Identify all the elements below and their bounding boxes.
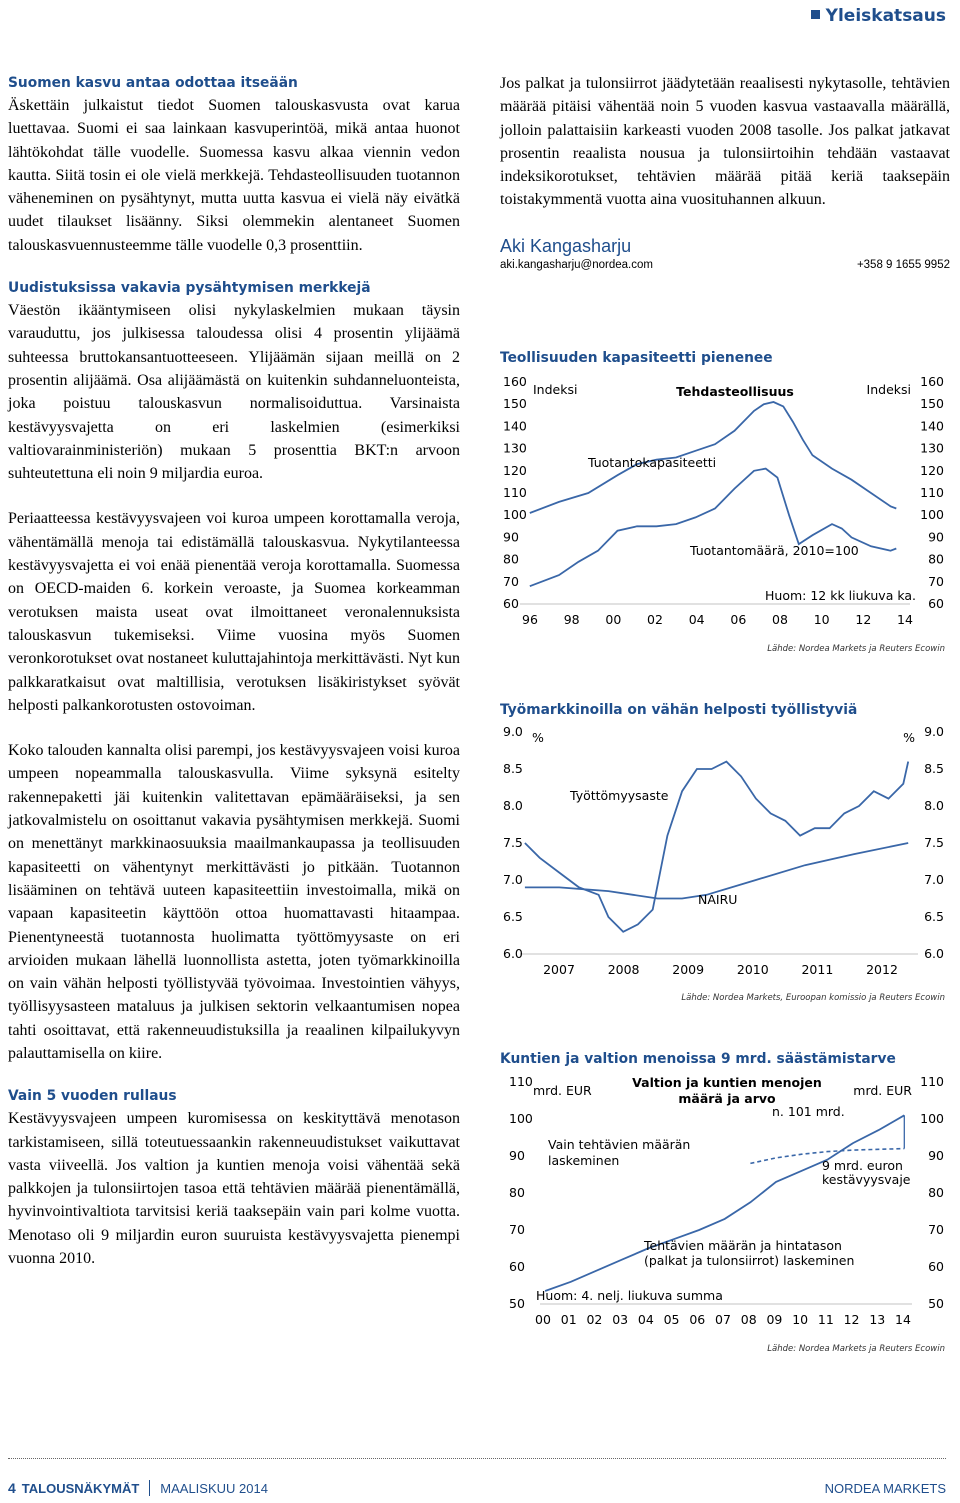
x-tick-label: 07 <box>715 1312 731 1327</box>
section-heading-3: Vain 5 vuoden rullaus <box>8 1088 177 1105</box>
x-tick-label: 98 <box>563 612 580 627</box>
y-tick-label-right: 130 <box>920 440 944 456</box>
paragraph: Äskettäin julkaistut tiedot Suomen talouskasvusta ovat karua luettavaa. Suomi ei saa lainkaan kasvuperintöä, mikä antaa huonot lähtökohdat tälle vuodelle. Suomessa kasvu alkaa viennin vedon kautta. Siitä tosin ei ole vielä merkkejä. Tehdasteollisuuden tuotannon väheneminen on pysähtynyt, mutta uutta kasvua ei vielä näy eivätkä uudet tilaukset lisäänny. Siksi olemmekin alentaneet Suomen talouskasvuennusteemme tälle vuodelle 0,3 prosenttiin. <box>8 97 460 254</box>
y-tick-label-right: 110 <box>920 485 944 500</box>
y-tick-label-left: 160 <box>503 374 527 389</box>
left-column <box>8 72 460 1270</box>
author-phone: +358 9 1655 9952 <box>856 258 950 271</box>
annotation: n. 101 mrd. <box>772 1104 845 1119</box>
x-tick-label: 2008 <box>607 962 640 977</box>
paragraph: Jos palkat ja tulonsiirrot jäädytetään reaalisesti nykytasolle, tehtävien määrää pitäisi vähentää noin 5 vuoden kasvua vastaavalla määrällä, jolloin palattaisiin karkeasti vuoden 2008 tasolle. Jos palkat jatkavat prosentin reaalista nousua ja tulonsiirtoihin tehdään vastaavat indeksikorotukset, tehtävien määrää pitää keriä taaksepäin toistakymmentä vuotta aina vuosituhannen alkuun. <box>500 75 950 209</box>
section-tag-label: Yleiskatsaus <box>825 6 946 26</box>
x-tick-label: 02 <box>586 1312 603 1327</box>
page-number: 4 <box>8 1480 16 1496</box>
annotation: Vain tehtävien määrän <box>548 1137 691 1152</box>
y-tick-label-right: 100 <box>920 1111 944 1126</box>
y-tick-label-right: 6.5 <box>924 909 944 924</box>
x-tick-label: 00 <box>535 1312 551 1327</box>
annotation: Tehtävien määrän ja hintatason <box>644 1238 842 1253</box>
y-tick-label-left: 140 <box>503 418 527 434</box>
y-tick-label-left: 80 <box>509 1185 525 1200</box>
y-tick-label-left: 70 <box>503 573 519 589</box>
x-tick-label: 02 <box>647 612 663 627</box>
right-column <box>500 72 950 271</box>
y-axis-label-right: mrd. EUR <box>853 1083 912 1098</box>
footer-left <box>8 1480 268 1496</box>
x-tick-label: 09 <box>766 1312 783 1327</box>
y-tick-label-right: 7.5 <box>924 835 944 850</box>
y-tick-label-left: 60 <box>509 1259 525 1274</box>
x-tick-label: 2012 <box>866 962 898 977</box>
x-tick-label: 00 <box>605 612 622 627</box>
y-tick-label-left: 90 <box>509 1148 525 1163</box>
annotation: Huom: 12 kk liukuva ka. <box>765 588 916 603</box>
x-tick-label: 03 <box>612 1312 629 1327</box>
square-bullet-icon <box>811 10 820 19</box>
author-email[interactable]: aki.kangasharju@nordea.com <box>500 258 653 271</box>
author-contact <box>500 259 950 271</box>
footer-divider <box>8 1458 946 1459</box>
y-tick-label-left: 6.5 <box>503 909 523 924</box>
x-tick-label: 13 <box>869 1312 886 1327</box>
y-axis-label-left: % <box>532 730 544 745</box>
y-tick-label-right: 80 <box>928 1185 944 1200</box>
x-tick-label: 10 <box>792 1312 809 1327</box>
section-tag <box>811 6 946 26</box>
y-tick-label-left: 150 <box>503 396 527 412</box>
x-tick-label: 2011 <box>801 962 834 977</box>
y-tick-label-left: 9.0 <box>503 724 523 739</box>
y-tick-label-right: 60 <box>928 1259 944 1274</box>
x-tick-label: 14 <box>897 612 913 627</box>
y-tick-label-right: 100 <box>920 507 944 523</box>
y-tick-label-right: 160 <box>920 374 944 389</box>
y-tick-label-right: 70 <box>928 1222 944 1237</box>
annotation: Työttömyysaste <box>570 788 669 803</box>
x-tick-label: 10 <box>813 612 830 627</box>
paragraph: Periaatteessa kestävyysvajeen voi kuroa umpeen korottamalla veroja, vähentämällä menoja tai edistämällä talouskasvua. Nykytilanteessa kestävyysvajetta ei voi enää pienentää veroja korottamalla. Suomessa on OECD-maiden 6. korkein veroaste, ja Suomea korkeamman verotuksen maista useat ovat ilmoittaneet veronalennuksista talouskasvun tukemiseksi. Viime vuosina myös Suomen veronkorotukset ovat nostaneet kuluttajahintoja merkittävästi. Nyt kun palkkaratkaisut ovat maltillisia, verotuksen lisäkiristykset syövät helposti palkankorotusten ostovoiman. <box>8 510 460 714</box>
y-axis-label-right: Indeksi <box>866 382 911 397</box>
y-tick-label-right: 7.0 <box>924 872 944 887</box>
chart-subtitle: Tehdasteollisuus <box>676 384 794 399</box>
y-tick-label-right: 80 <box>928 551 944 567</box>
y-tick-label-right: 120 <box>920 462 944 478</box>
source-note: Lähde: Nordea Markets ja Reuters Ecowin <box>767 1344 945 1354</box>
y-tick-label-left: 70 <box>509 1222 525 1237</box>
source-note: Lähde: Nordea Markets ja Reuters Ecowin <box>767 644 945 654</box>
annotation: NAIRU <box>698 892 738 907</box>
author-name: Aki Kangasharju <box>500 235 632 256</box>
y-tick-label-right: 110 <box>920 1074 944 1089</box>
source-note: Lähde: Nordea Markets, Euroopan komissio ja Reuters Ecowin <box>681 993 945 1003</box>
chart-subtitle-line-2: määrä ja arvo <box>678 1091 776 1106</box>
y-tick-label-right: 9.0 <box>924 724 944 739</box>
section-heading-1: Suomen kasvu antaa odottaa itseään <box>8 75 298 91</box>
annotation: Huom: 4. nelj. liukuva summa <box>536 1288 723 1303</box>
x-tick-label: 04 <box>637 1312 654 1327</box>
y-tick-label-left: 80 <box>503 551 519 567</box>
y-tick-label-right: 140 <box>920 418 944 434</box>
x-tick-label: 06 <box>730 612 747 627</box>
x-tick-label: 08 <box>772 612 788 627</box>
chart-subtitle: Valtion ja kuntien menojen <box>632 1075 822 1090</box>
x-tick-label: 05 <box>663 1312 680 1327</box>
footer-separator <box>149 1480 150 1496</box>
chart-unemployment <box>500 722 950 1004</box>
publisher: NORDEA MARKETS <box>824 1480 946 1496</box>
y-tick-label-right: 90 <box>928 1148 944 1163</box>
y-tick-label-left: 6.0 <box>503 946 523 961</box>
y-tick-label-right: 8.0 <box>924 798 944 813</box>
annotation: Tuotantomäärä, 2010=100 <box>690 543 859 558</box>
y-tick-label-left: 7.5 <box>503 835 523 850</box>
y-tick-label-right: 8.5 <box>924 761 944 776</box>
y-tick-label-left: 130 <box>503 440 527 456</box>
x-tick-label: 11 <box>817 1312 834 1327</box>
x-tick-label: 04 <box>688 612 705 627</box>
chart-capacity <box>500 372 950 657</box>
y-tick-label-left: 100 <box>503 507 527 523</box>
x-tick-label: 2010 <box>736 962 769 977</box>
y-tick-label-left: 110 <box>503 485 527 500</box>
y-tick-label-left: 8.0 <box>503 798 523 813</box>
issue-date: MAALISKUU 2014 <box>160 1481 268 1496</box>
section-heading-2: Uudistuksissa vakavia pysähtymisen merkkejä <box>8 280 371 297</box>
y-tick-label-right: 150 <box>920 396 944 412</box>
paragraph: Väestön ikääntymiseen olisi nykylaskelmien mukaan täysin varauduttu, jos julkisessa taloudessa olisi 4 prosentin ylijäämä suhteessa bruttokansantuotteeseen. Ylijäämän sijaan meillä on 2 prosentin alijäämä. Osa alijäämästä on kuitenkin suhdanneluonteista, joka poistuu talouskasvun normalisoiduttua. Varsinaista kestävyysvajetta on eri laskelmien (esimerkiksi valtiovarainministeriön) mukaan 5 prosenttia BKT:n arvoon suhteutettuna eli noin 9 miljardia euroa. <box>8 302 460 483</box>
annotation-line-2: laskeminen <box>548 1153 620 1168</box>
y-axis-label-left: mrd. EUR <box>533 1083 592 1098</box>
x-tick-label: 96 <box>522 612 538 627</box>
y-tick-label-left: 50 <box>509 1296 525 1311</box>
x-tick-label: 01 <box>560 1312 577 1327</box>
footer <box>8 1480 946 1496</box>
y-tick-label-left: 7.0 <box>503 872 523 887</box>
y-tick-label-right: 70 <box>928 573 944 589</box>
y-tick-label-left: 100 <box>509 1111 533 1126</box>
series-line-output <box>530 469 897 587</box>
y-tick-label-left: 120 <box>503 462 527 478</box>
y-axis-label-right: % <box>903 730 915 745</box>
paragraph: Koko talouden kannalta olisi parempi, jos kestävyysvajeen voisi kuroa umpeen nopeammalla talouskasvulla. Viime syksynä esitelty rakennepaketti jäi kuitenkin valitettavan epämääräiseksi, ja sen jatkovalmistelu on osoittanut vakavia pysähtymisen merkkejä. Suomi on menettänyt markkinaosuuksia maailmankaupassa ja teollisuuden kapasiteetti on vähentynyt merkittävästi jo pitkään. Tuotannon lisääminen on tehtävä uuteen kapasiteettiin investoimalla, mikä on vapaan kapasiteetin käyttöön ottoa huomattavasti hitaampaa. Pienentyneestä tuotannosta huolimatta työttömyysaste on eri arvioiden mukaan lähellä luonnollista astetta, joten työmarkkinoilla on vain vähän helposti työllistyvää työvoimaa. Investointien vähyys, työllisyysasteen mataluus ja julkisen sektorin velkaantumisen nopea tahti osoittavat, että rakenneuudistuksilla ja reaalinen kilpailukyvyn palauttamisella on kiire. <box>8 742 460 1062</box>
x-tick-label: 14 <box>895 1312 911 1327</box>
y-tick-label-right: 6.0 <box>924 946 944 961</box>
x-tick-label: 12 <box>855 612 872 627</box>
x-tick-label: 2009 <box>672 962 705 977</box>
annotation: Tuotantokapasiteetti <box>588 455 717 470</box>
chart-3-title: Kuntien ja valtion menoissa 9 mrd. säästämistarve <box>500 1051 896 1067</box>
y-axis-label-left: Indeksi <box>533 382 578 397</box>
x-tick-label: 08 <box>740 1312 757 1327</box>
chart-spending <box>500 1072 950 1357</box>
annotation-line-2: (palkat ja tulonsiirrot) laskeminen <box>644 1253 855 1268</box>
y-tick-label-left: 110 <box>509 1074 533 1089</box>
y-tick-label-left: 8.5 <box>503 761 523 776</box>
chart-1-title: Teollisuuden kapasiteetti pienenee <box>500 350 773 366</box>
x-tick-label: 12 <box>843 1312 860 1327</box>
series-line-nairu <box>525 843 908 899</box>
x-tick-label: 2007 <box>543 962 575 977</box>
y-tick-label-right: 90 <box>928 529 944 545</box>
y-tick-label-left: 60 <box>503 596 519 611</box>
paragraph: Kestävyysvajeen umpeen kuromisessa on keskityttävä menotason tarkistamiseen, sillä toteutuessaankin rakenneuudistukset vaikuttavat vasta viiveellä. Jos valtion ja kuntien menoja voisi vähentää sekä palkkojen ja tulonsiirtojen tasoa että tehtävien määrää pienentämällä, hyvinvointivaltiota tarvitsisi keriä taaksepäin vain pari kolme vuotta. Menotaso oli 9 miljardin euron suuruista kestävyysvajetta pienempi vuonna 2010. <box>8 1110 460 1268</box>
y-tick-label-right: 50 <box>928 1296 944 1311</box>
annotation-line-2: kestävyysvaje <box>822 1172 911 1187</box>
x-tick-label: 06 <box>689 1312 706 1327</box>
y-tick-label-left: 90 <box>503 529 519 545</box>
y-tick-label-right: 60 <box>928 596 944 611</box>
chart-2-title: Työmarkkinoilla on vähän helposti työllistyviä <box>500 702 858 718</box>
publication-name: TALOUSNÄKYMÄT <box>21 1481 140 1496</box>
annotation: 9 mrd. euron <box>822 1158 903 1173</box>
